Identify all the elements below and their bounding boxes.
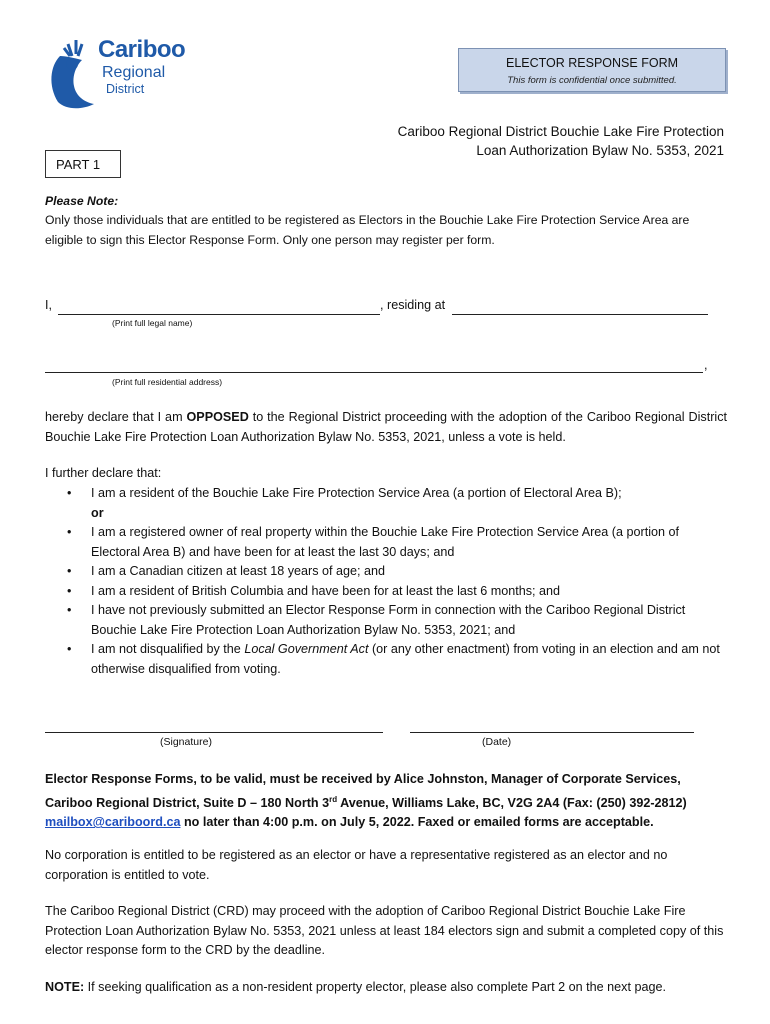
document-title-line1: Cariboo Regional District Bouchie Lake Fire Protection [397,124,724,139]
final-note [45,978,727,998]
further-declare: I further declare that: [45,466,162,480]
signature-label: (Signature) [160,736,212,748]
caribou-icon [46,36,106,112]
bullet-icon: • [67,486,72,500]
declaration-list [45,484,727,679]
crd-note: The Cariboo Regional District (CRD) may proceed with the adoption of Cariboo Regional District Bouchie Lake Fire Protection Loan Authorization Bylaw No. 5353, 2021 unless at least 184 electors sign and submit a completed copy of this elector response form to the CRD by the deadline. [45,904,724,957]
note-body [45,211,727,250]
name-prefix: I, [45,298,52,312]
logo-word-district: District [106,82,145,96]
note-heading: Please Note: [45,194,119,208]
date-label: (Date) [482,736,512,748]
form-header-box [458,48,726,92]
date-field[interactable] [410,732,694,733]
form-header-subtitle: This form is confidential once submitted. [507,75,677,86]
part-label: PART 1 [45,150,121,178]
list-item: • I am a registered owner of real property within the Bouchie Lake Fire Protection Service Area (a portion of Electoral Area B) and have been for at least the last 30 days; and [67,525,680,559]
submission-line2: Cariboo Regional District, Suite D – 180 North 3rd Avenue, Williams Lake, BC, V2G 2A4 (Fax: (250) 392-2812) [45,794,687,810]
corporation-note: No corporation is entitled to be registered as an elector or have a representative registered as an elector and no corporation is entitled to vote. [45,848,668,882]
legal-name-field[interactable] [58,314,380,315]
bullet-icon: • [67,525,72,539]
bullet-icon: • [67,603,72,617]
submission-instructions [45,770,727,833]
final-note-label: NOTE: [45,980,85,994]
opposed-word: OPPOSED [186,410,249,424]
bullet-icon: • [67,564,72,578]
logo-word-cariboo: Cariboo [98,36,186,63]
submission-line1: Elector Response Forms, to be valid, must be received by Alice Johnston, Manager of Corporate Services, [45,772,681,786]
submission-line3: mailbox@cariboord.ca no later than 4:00 p.m. on July 5, 2022. Faxed or emailed forms are acceptable. [45,815,654,830]
document-title-line2: Loan Authorization Bylaw No. 5353, 2021 [476,143,724,158]
declaration-paragraph [45,408,727,447]
list-item: • I have not previously submitted an Elector Response Form in connection with the Cariboo Regional District Bouchie Lake Fire Protection Loan Authorization Bylaw No. 5353, 2021; and [67,603,686,637]
list-item: • I am a resident of British Columbia and have been for at least the last 6 months; and [45,582,727,602]
declaration-pre: hereby declare that I am [45,410,187,424]
address-comma: , [704,358,708,372]
form-header-title: ELECTOR RESPONSE FORM [505,56,679,70]
signature-field[interactable] [45,732,383,733]
bullet-icon: • [67,583,72,598]
residential-address-field[interactable] [45,372,703,373]
list-item: • I am a resident of the Bouchie Lake Fire Protection Service Area (a portion of Electoral Area B); [45,484,727,504]
logo-word-regional: Regional [102,64,166,81]
address-hint: (Print full residential address) [112,377,223,387]
note-line1: Only those individuals that are entitled to be registered as Electors in the Bouchie Lake Fire Protection Service Area are [45,213,690,227]
residing-at-label: , residing at [380,298,446,312]
final-note-text: If seeking qualification as a non-resident property elector, please also complete Part 2 on the next page. [84,980,666,994]
declaration-post: to the Regional District proceeding with the adoption of the Cariboo Regional District Bouchie Lake Fire Protection Loan Authorization Bylaw No. 5353, 2021, unless a vote is held. [45,410,727,444]
list-item: • I am not disqualified by the Local Government Act (or any other enactment) from voting in an election and am not otherwise disqualified from voting. [67,642,720,676]
list-item-or: or [91,505,104,520]
list-item: • I am a Canadian citizen at least 18 years of age; and [45,562,727,582]
email-link[interactable]: mailbox@cariboord.ca [45,815,181,830]
local-government-act: Local Government Act [244,642,369,656]
bullet-icon: • [67,642,72,656]
note-line2: eligible to sign this Elector Response Form. Only one person may register per form. [45,232,495,247]
legal-name-hint: (Print full legal name) [112,318,193,328]
document-title [398,122,724,160]
cariboo-logo [46,36,196,112]
residing-at-field[interactable] [452,314,708,315]
